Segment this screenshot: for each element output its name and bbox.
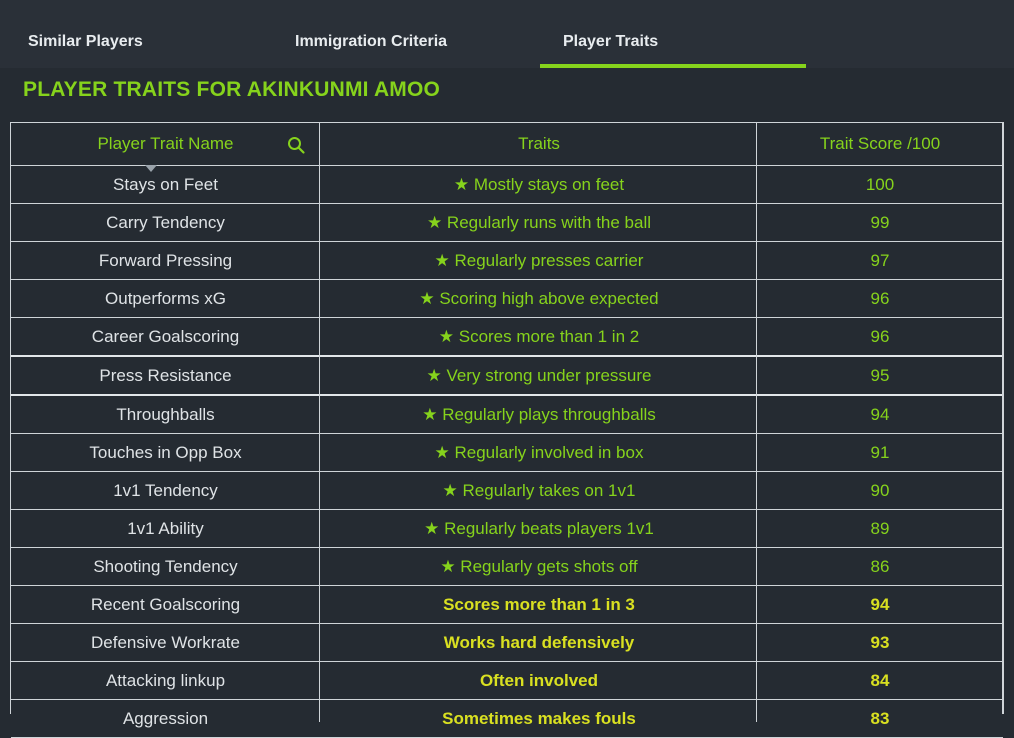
trait-description-cell: ★ Regularly involved in box	[434, 443, 644, 462]
trait-name-cell: Recent Goalscoring	[90, 595, 241, 614]
column-divider	[756, 122, 757, 722]
trait-description-cell: Works hard defensively	[443, 633, 635, 652]
table-row[interactable]	[11, 434, 1003, 472]
trait-name-cell: Throughballs	[116, 405, 215, 424]
table-row[interactable]	[11, 166, 1003, 204]
trait-score-cell: 99	[870, 213, 890, 232]
trait-score-cell: 91	[870, 443, 890, 462]
trait-description-cell: ★ Mostly stays on feet	[453, 175, 625, 194]
trait-description-cell: ★ Scoring high above expected	[419, 289, 659, 308]
tab-similar-players[interactable]: Similar Players	[28, 33, 143, 50]
table-row[interactable]	[11, 280, 1003, 318]
trait-score-cell: 94	[870, 405, 890, 424]
trait-name-cell: Forward Pressing	[98, 251, 233, 270]
table-row[interactable]	[11, 624, 1003, 662]
table-row[interactable]	[11, 548, 1003, 586]
trait-description-cell: ★ Regularly gets shots off	[440, 557, 638, 576]
trait-name-cell: Defensive Workrate	[91, 633, 240, 652]
trait-name-cell: Career Goalscoring	[91, 327, 240, 346]
trait-name-cell: Attacking linkup	[105, 671, 226, 690]
trait-description-cell: ★ Regularly presses carrier	[434, 251, 644, 270]
trait-score-cell: 83	[870, 709, 890, 728]
trait-name-cell: Press Resistance	[99, 366, 232, 385]
table-row[interactable]	[11, 396, 1003, 434]
trait-score-cell: 96	[870, 289, 890, 308]
top-bar	[0, 0, 1014, 20]
table-header	[11, 122, 1003, 166]
traits-table	[10, 122, 1003, 728]
trait-description-cell: ★ Regularly plays throughballs	[422, 405, 656, 424]
page-title: PLAYER TRAITS FOR AKINKUNMI AMOO	[23, 78, 441, 101]
table-row[interactable]	[11, 472, 1003, 510]
trait-description-cell: ★ Very strong under pressure	[426, 366, 652, 385]
trait-score-cell: 94	[870, 595, 890, 614]
trait-score-cell: 93	[870, 633, 890, 652]
trait-score-cell: 90	[870, 481, 890, 500]
trait-score-cell: 89	[870, 519, 890, 538]
header-trait-score[interactable]: Trait Score /100	[819, 134, 941, 153]
trait-score-cell: 86	[870, 557, 890, 576]
tab-player-traits[interactable]: Player Traits	[540, 20, 806, 68]
trait-name-cell: 1v1 Ability	[127, 519, 204, 538]
trait-name-cell: Outperforms xG	[105, 289, 226, 308]
trait-description-cell: Often involved	[479, 671, 599, 690]
tab-immigration-criteria[interactable]: Immigration Criteria	[295, 33, 448, 50]
trait-description-cell: ★ Scores more than 1 in 2	[438, 327, 640, 346]
table-row[interactable]	[11, 700, 1003, 738]
trait-score-cell: 96	[870, 327, 890, 346]
table-row[interactable]	[11, 662, 1003, 700]
search-icon[interactable]	[287, 136, 305, 154]
table-body	[11, 166, 1003, 738]
table-row[interactable]	[11, 242, 1003, 280]
trait-score-cell: 95	[870, 366, 890, 385]
trait-description-cell: ★ Regularly runs with the ball	[426, 213, 652, 232]
table-row[interactable]	[11, 357, 1003, 396]
column-divider	[319, 122, 320, 722]
trait-score-cell: 97	[870, 251, 890, 270]
trait-description-cell: ★ Regularly takes on 1v1	[442, 481, 636, 500]
table-row[interactable]	[11, 586, 1003, 624]
trait-name-cell: Carry Tendency	[106, 213, 225, 232]
table-row[interactable]	[11, 318, 1003, 357]
trait-description-cell: Scores more than 1 in 3	[443, 595, 635, 614]
trait-score-cell: 84	[870, 671, 890, 690]
trait-description-cell: ★ Regularly beats players 1v1	[424, 519, 654, 538]
table-row[interactable]	[11, 204, 1003, 242]
trait-name-cell: Aggression	[122, 709, 209, 728]
table-row[interactable]	[11, 510, 1003, 548]
trait-description-cell: Sometimes makes fouls	[442, 709, 636, 728]
table-right-edge	[1002, 122, 1004, 714]
trait-name-cell: Stays on Feet	[113, 175, 218, 194]
header-player-trait-name[interactable]: Player Trait Name	[97, 134, 234, 153]
tab-bar	[0, 20, 1014, 68]
trait-name-cell: Touches in Opp Box	[89, 443, 242, 462]
trait-name-cell: 1v1 Tendency	[113, 481, 218, 500]
trait-score-cell: 100	[865, 175, 895, 194]
trait-name-cell: Shooting Tendency	[93, 557, 238, 576]
header-traits[interactable]: Traits	[518, 134, 560, 153]
